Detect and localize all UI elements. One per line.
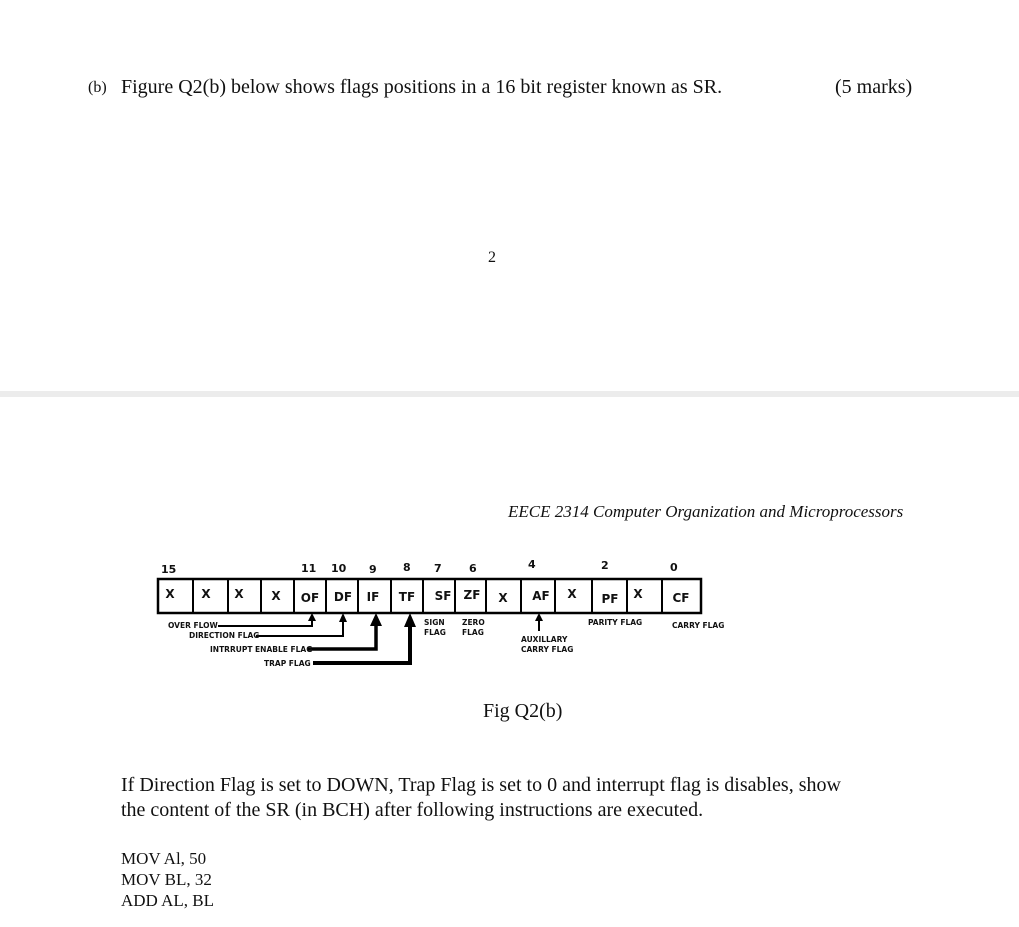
register-cell: X [271,589,281,603]
bit-number: 10 [331,562,347,575]
bit-number: 2 [601,559,609,572]
direction-flag-label: DIRECTION FLAG [189,631,260,640]
body-line-2: the content of the SR (in BCH) after following instructions are executed. [121,799,704,821]
bit-number: 11 [301,562,317,575]
register-cell: PF [601,592,619,606]
register-cell: X [633,587,643,601]
zero-flag-label: ZERO [462,618,485,627]
running-header: EECE 2314 Computer Organization and Microprocessors [508,502,904,521]
sign-flag-label: FLAG [424,628,446,637]
arrow-head-df [339,613,347,622]
aux-carry-flag-label: AUXILLARY [521,635,568,644]
instruction-line: MOV Al, 50 [121,849,207,868]
carry-flag-label: CARRY FLAG [672,621,725,630]
register-cell: X [201,587,211,601]
body-line-1: If Direction Flag is set to DOWN, Trap Flag is set to 0 and interrupt flag is disables, show [121,774,841,796]
parity-flag-label: PARITY FLAG [588,618,643,627]
bit-number: 8 [403,561,411,574]
question-label: (b) [88,79,107,96]
register-cell: IF [366,590,380,604]
bit-number: 9 [369,563,377,576]
instruction-line: MOV BL, 32 [121,870,212,889]
interrupt-flag-label: INTRRUPT ENABLE FLAG [210,645,313,654]
register-cell: X [234,587,244,601]
page-separator [0,391,1019,397]
zero-flag-label: FLAG [462,628,484,637]
overflow-label: OVER FLOW [168,621,218,630]
figure-caption: Fig Q2(b) [483,700,563,722]
register-cell: ZF [463,588,481,602]
page-number: 2 [488,249,496,266]
instruction-line: ADD AL, BL [121,891,215,910]
bit-number: 15 [161,563,177,576]
aux-carry-flag-label: CARRY FLAG [521,645,574,654]
arrow-head-tf [404,613,416,627]
arrow-head-if [370,613,382,626]
register-cell: OF [300,591,320,605]
sr-register-figure [150,556,730,671]
register-cell: DF [333,590,353,604]
question-text: Figure Q2(b) below shows flags positions in a 16 bit register known as SR. [121,76,723,98]
bit-number: 6 [469,562,477,575]
register-cell: TF [398,590,416,604]
register-cell: CF [672,591,690,605]
register-cell: X [165,587,175,601]
sign-flag-label: SIGN [424,618,445,627]
bit-numbers [161,558,678,576]
bit-number: 7 [434,562,442,575]
bit-number: 4 [528,558,536,571]
register-cell: SF [434,589,452,603]
trap-flag-label: TRAP FLAG [264,659,311,668]
marks-label: (5 marks) [835,76,913,98]
bit-number: 0 [670,561,678,574]
register-cell: AF [532,589,550,603]
register-cell: X [567,587,577,601]
register-cell: X [498,591,508,605]
